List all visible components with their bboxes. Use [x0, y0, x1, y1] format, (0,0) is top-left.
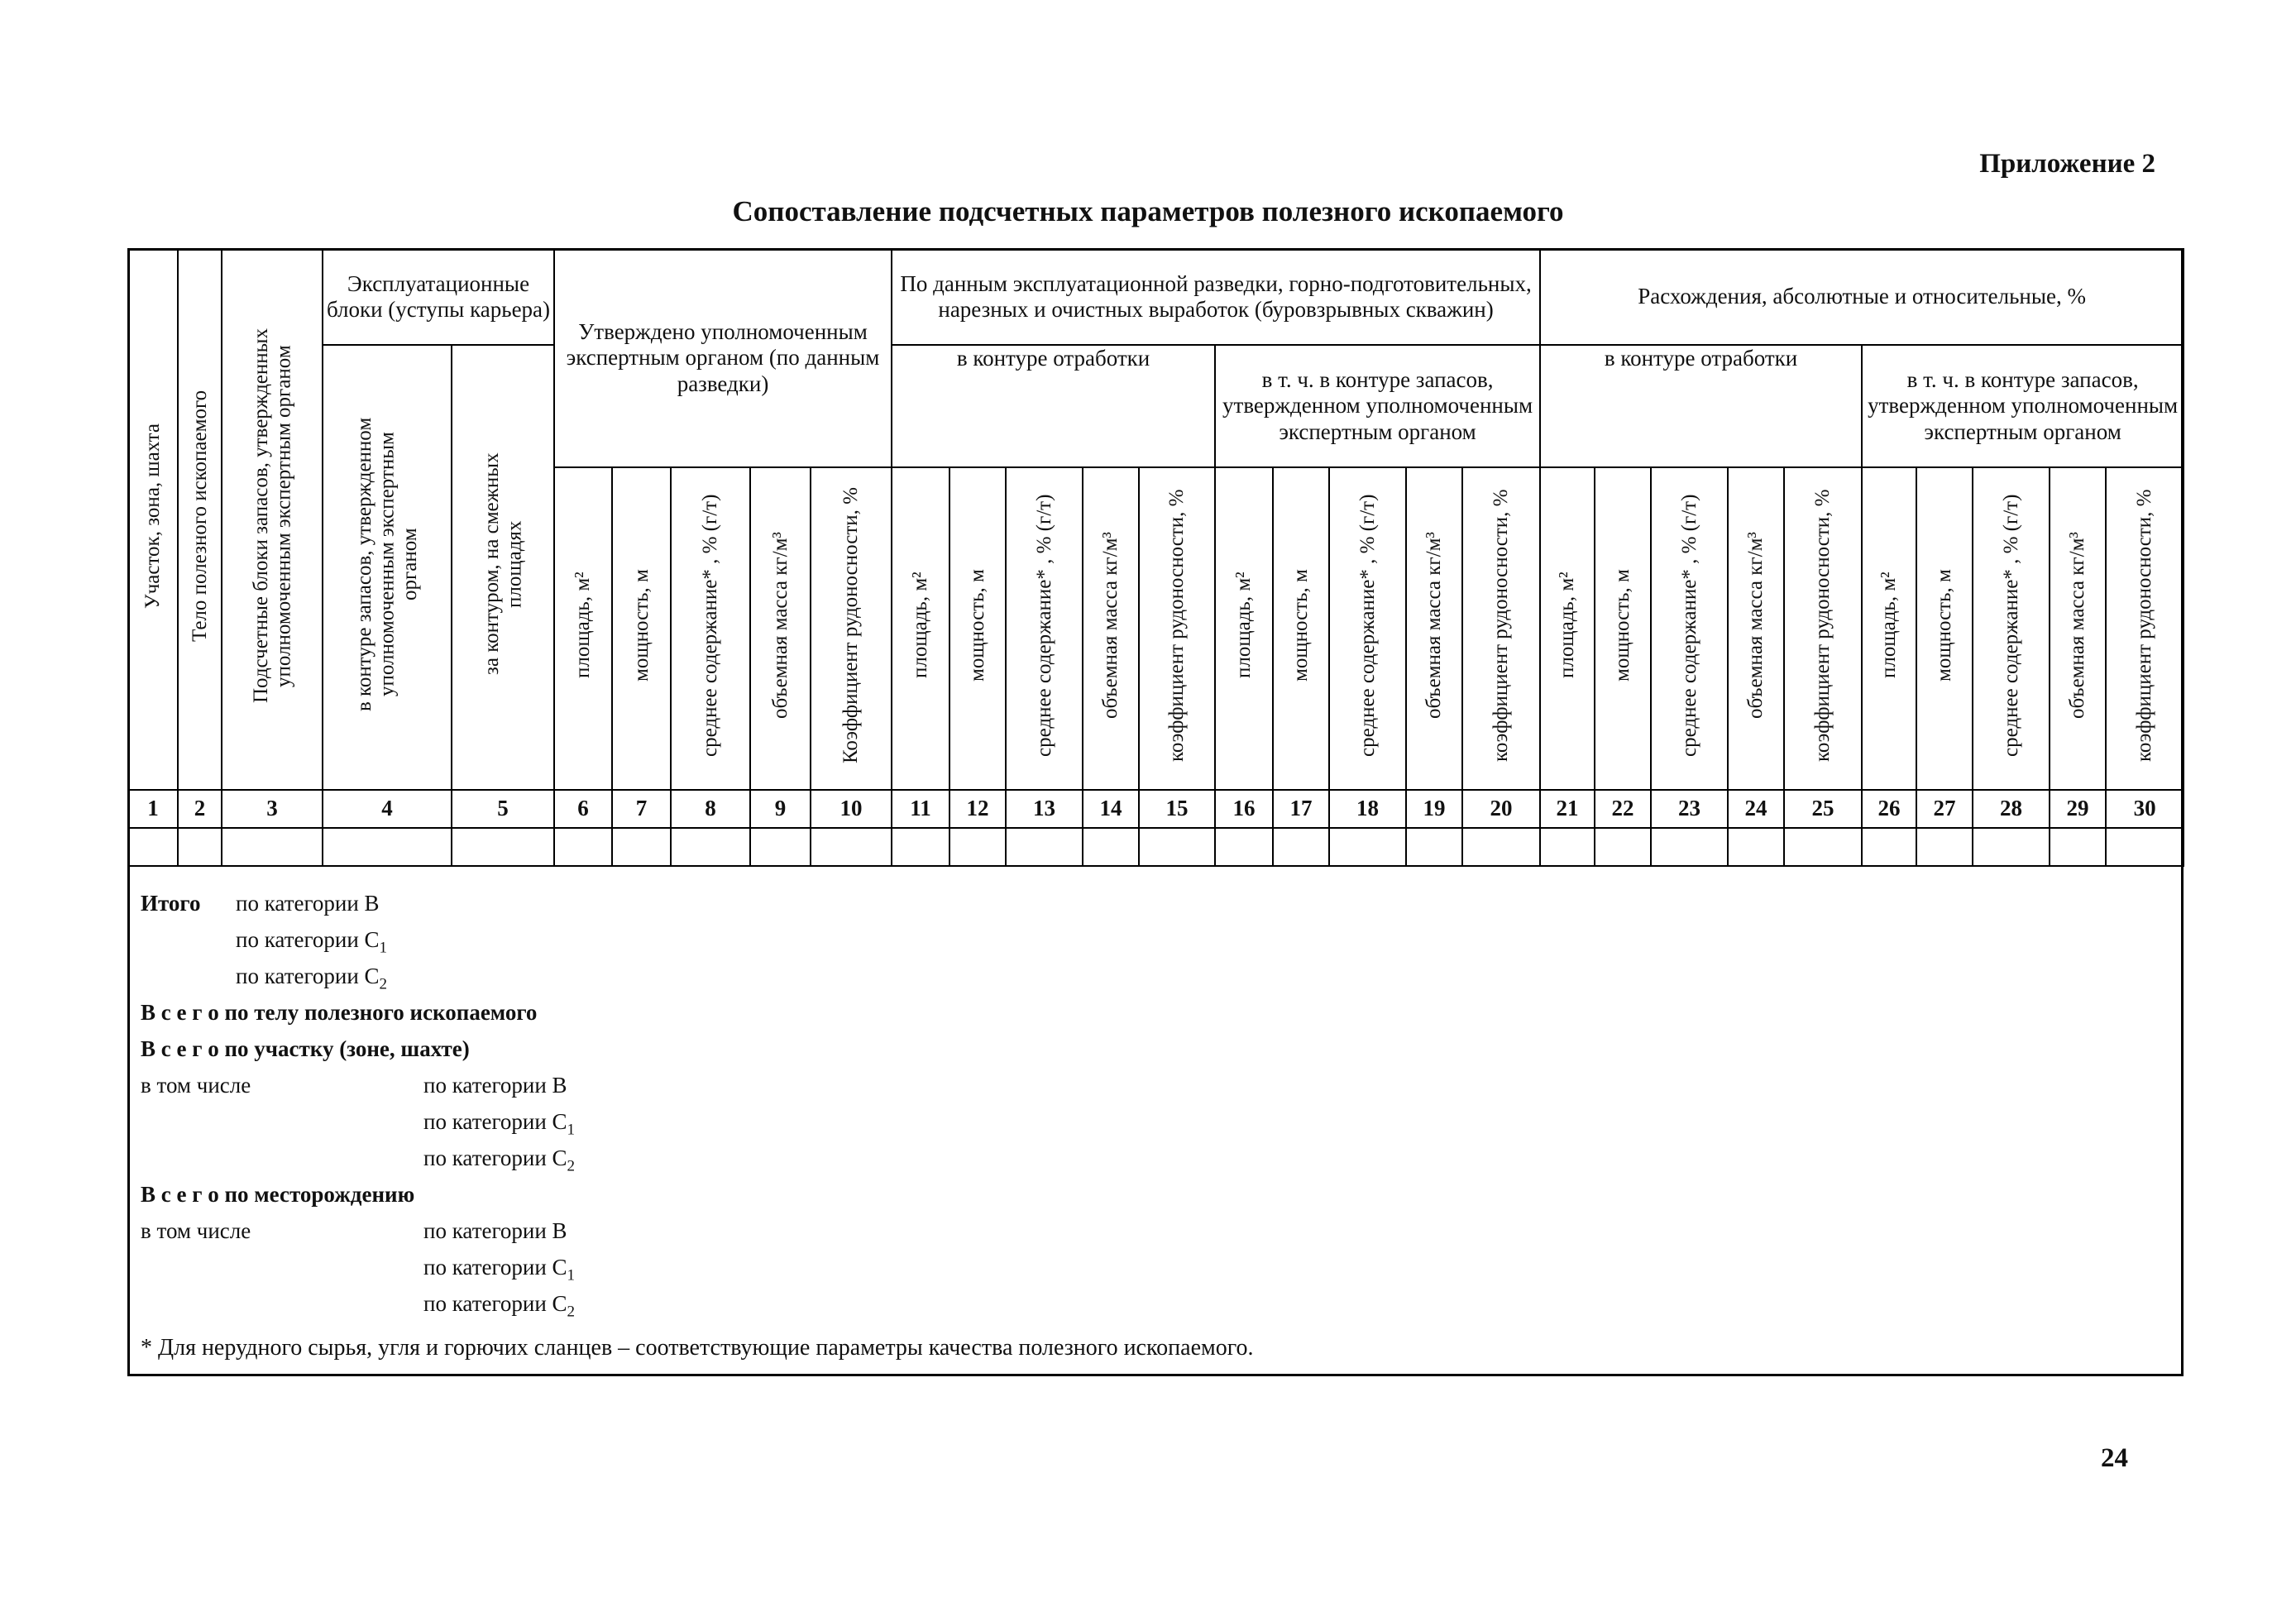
column-number-cell: 22 — [1595, 790, 1651, 828]
blank-cell — [1540, 828, 1595, 866]
blank-cell — [1862, 828, 1916, 866]
blank-cell — [671, 828, 750, 866]
itogo-cat-b: по категории В — [236, 891, 380, 916]
blank-cell — [1083, 828, 1139, 866]
param-thickness: мощность, м — [949, 467, 1006, 790]
blank-cell — [1595, 828, 1651, 866]
column-number-cell: 18 — [1329, 790, 1406, 828]
blank-cell — [612, 828, 671, 866]
vsego-area: В с е г о по участку (зоне, шахте) — [141, 1036, 470, 1061]
column-number-cell: 1 — [128, 790, 178, 828]
param-grade: среднее содержание* , % (г/т) — [1651, 467, 1728, 790]
column-number-cell: 9 — [750, 790, 811, 828]
header-discrepancies: Расхождения, абсолютные и относительные, % — [1540, 249, 2184, 345]
header-diff-contour: в контуре отработки — [1540, 345, 1862, 467]
column-number-cell: 30 — [2106, 790, 2184, 828]
blank-cell — [2106, 828, 2184, 866]
column-number-cell: 17 — [1273, 790, 1329, 828]
incl-label-1: в том числе — [141, 1073, 251, 1098]
column-number-cell: 13 — [1006, 790, 1083, 828]
param-area: площадь, м² — [892, 467, 949, 790]
column-number-row — [128, 790, 2184, 828]
param-area: площадь, м² — [1215, 467, 1273, 790]
param-thickness: мощность, м — [612, 467, 671, 790]
header-col4: в контуре запасов, утвержденном уполномоченным экспертным органом — [323, 345, 452, 790]
param-coefficient: коэффициент рудоносности, % — [2106, 467, 2184, 790]
header-col5: за контуром, на смежных площадях — [452, 345, 554, 790]
param-area: площадь, м² — [1862, 467, 1916, 790]
blank-cell — [1462, 828, 1540, 866]
blank-data-row — [128, 828, 2184, 866]
column-number-cell: 19 — [1406, 790, 1462, 828]
column-number-cell: 16 — [1215, 790, 1273, 828]
header-exploitation-blocks: Эксплуатационные блоки (уступы карьера) — [323, 249, 554, 345]
header-col2: Тело полезного ископаемого — [178, 249, 222, 790]
blank-cell — [178, 828, 222, 866]
column-number-cell: 23 — [1651, 790, 1728, 828]
blank-cell — [2050, 828, 2106, 866]
vsego-body: В с е г о по телу полезного ископаемого — [141, 1000, 538, 1025]
param-area: площадь, м² — [1540, 467, 1595, 790]
blank-cell — [811, 828, 892, 866]
area-cat-c1: по категории $С_1$ — [423, 1109, 576, 1139]
param-area: площадь, м² — [554, 467, 612, 790]
itogo-label: Итого — [141, 891, 201, 916]
column-number-cell: 8 — [671, 790, 750, 828]
blank-cell — [1329, 828, 1406, 866]
param-coefficient: коэффициент рудоносности, % — [1139, 467, 1215, 790]
param-grade: среднее содержание* , % (г/т) — [1006, 467, 1083, 790]
param-grade: среднее содержание* , % (г/т) — [1973, 467, 2050, 790]
param-coefficient: коэффициент рудоносности, % — [1784, 467, 1862, 790]
incl-label-2: в том числе — [141, 1218, 251, 1243]
param-density: объемная масса кг/м³ — [750, 467, 811, 790]
column-number-cell: 24 — [1728, 790, 1784, 828]
blank-cell — [222, 828, 323, 866]
column-number-cell: 29 — [2050, 790, 2106, 828]
param-thickness: мощность, м — [1273, 467, 1329, 790]
param-density: объемная масса кг/м³ — [1406, 467, 1462, 790]
deposit-cat-b: по категории В — [423, 1218, 567, 1243]
blank-cell — [1006, 828, 1083, 866]
page-title: Сопоставление подсчетных параметров полезного ископаемого — [732, 195, 1564, 227]
itogo-cat-c1: по категории $С_1$ — [236, 927, 388, 957]
deposit-cat-c1: по категории $С_1$ — [423, 1255, 576, 1284]
comparison-table — [127, 248, 2184, 867]
vsego-deposit: В с е г о по месторождению — [141, 1182, 415, 1207]
param-thickness: мощность, м — [1595, 467, 1651, 790]
column-number-cell: 15 — [1139, 790, 1215, 828]
area-cat-c2: по категории $С_2$ — [423, 1146, 576, 1175]
param-grade: среднее содержание* , % (г/т) — [1329, 467, 1406, 790]
header-mining-contour: в контуре отработки — [892, 345, 1215, 467]
blank-cell — [949, 828, 1006, 866]
blank-cell — [1784, 828, 1862, 866]
param-density: объемная масса кг/м³ — [2050, 467, 2106, 790]
blank-cell — [1406, 828, 1462, 866]
header-col3: Подсчетные блоки запасов, утвержденных уполномоченным экспертным органом — [222, 249, 323, 790]
param-coefficient: Коэффициент рудоносности, % — [811, 467, 892, 790]
column-number-cell: 2 — [178, 790, 222, 828]
itogo-cat-c2: по категории $С_2$ — [236, 964, 388, 993]
blank-cell — [554, 828, 612, 866]
header-diff-incl: в т. ч. в контуре запасов, утвержденном уполномоченным экспертным органом — [1862, 345, 2184, 467]
column-number-cell: 26 — [1862, 790, 1916, 828]
blank-cell — [1139, 828, 1215, 866]
blank-cell — [323, 828, 452, 866]
header-col1: Участок, зона, шахта — [128, 249, 178, 790]
appendix-label: Приложение 2 — [1979, 149, 2155, 179]
blank-cell — [1651, 828, 1728, 866]
blank-cell — [892, 828, 949, 866]
column-number-cell: 20 — [1462, 790, 1540, 828]
column-number-cell: 6 — [554, 790, 612, 828]
blank-cell — [1273, 828, 1329, 866]
blank-cell — [1728, 828, 1784, 866]
param-coefficient: коэффициент рудоносности, % — [1462, 467, 1540, 790]
blank-cell — [750, 828, 811, 866]
param-grade: среднее содержание* , % (г/т) — [671, 467, 750, 790]
column-number-cell: 3 — [222, 790, 323, 828]
header-mining-incl: в т. ч. в контуре запасов, утвержденном уполномоченным экспертным органом — [1215, 345, 1540, 467]
column-number-cell: 27 — [1916, 790, 1973, 828]
blank-cell — [128, 828, 178, 866]
column-number-cell: 12 — [949, 790, 1006, 828]
blank-cell — [1215, 828, 1273, 866]
page-number: 24 — [2101, 1443, 2128, 1473]
deposit-cat-c2: по категории $С_2$ — [423, 1291, 576, 1321]
area-cat-b: по категории В — [423, 1073, 567, 1098]
column-number-cell: 21 — [1540, 790, 1595, 828]
column-number-cell: 25 — [1784, 790, 1862, 828]
header-approved: Утверждено уполномоченным экспертным органом (по данным разведки) — [554, 249, 892, 467]
column-number-cell: 4 — [323, 790, 452, 828]
param-density: объемная масса кг/м³ — [1728, 467, 1784, 790]
blank-cell — [1916, 828, 1973, 866]
header-mining-data: По данным эксплуатационной разведки, горно-подготовительных, нарезных и очистных выработок (буровзрывных скважин) — [892, 249, 1540, 345]
column-number-cell: 28 — [1973, 790, 2050, 828]
column-number-cell: 5 — [452, 790, 554, 828]
blank-cell — [452, 828, 554, 866]
column-number-cell: 7 — [612, 790, 671, 828]
footnote: * Для нерудного сырья, угля и горючих сланцев – соответствующие параметры качества полезного ископаемого. — [141, 1335, 1254, 1361]
column-number-cell: 10 — [811, 790, 892, 828]
param-thickness: мощность, м — [1916, 467, 1973, 790]
blank-cell — [1973, 828, 2050, 866]
param-density: объемная масса кг/м³ — [1083, 467, 1139, 790]
column-number-cell: 11 — [892, 790, 949, 828]
column-number-cell: 14 — [1083, 790, 1139, 828]
